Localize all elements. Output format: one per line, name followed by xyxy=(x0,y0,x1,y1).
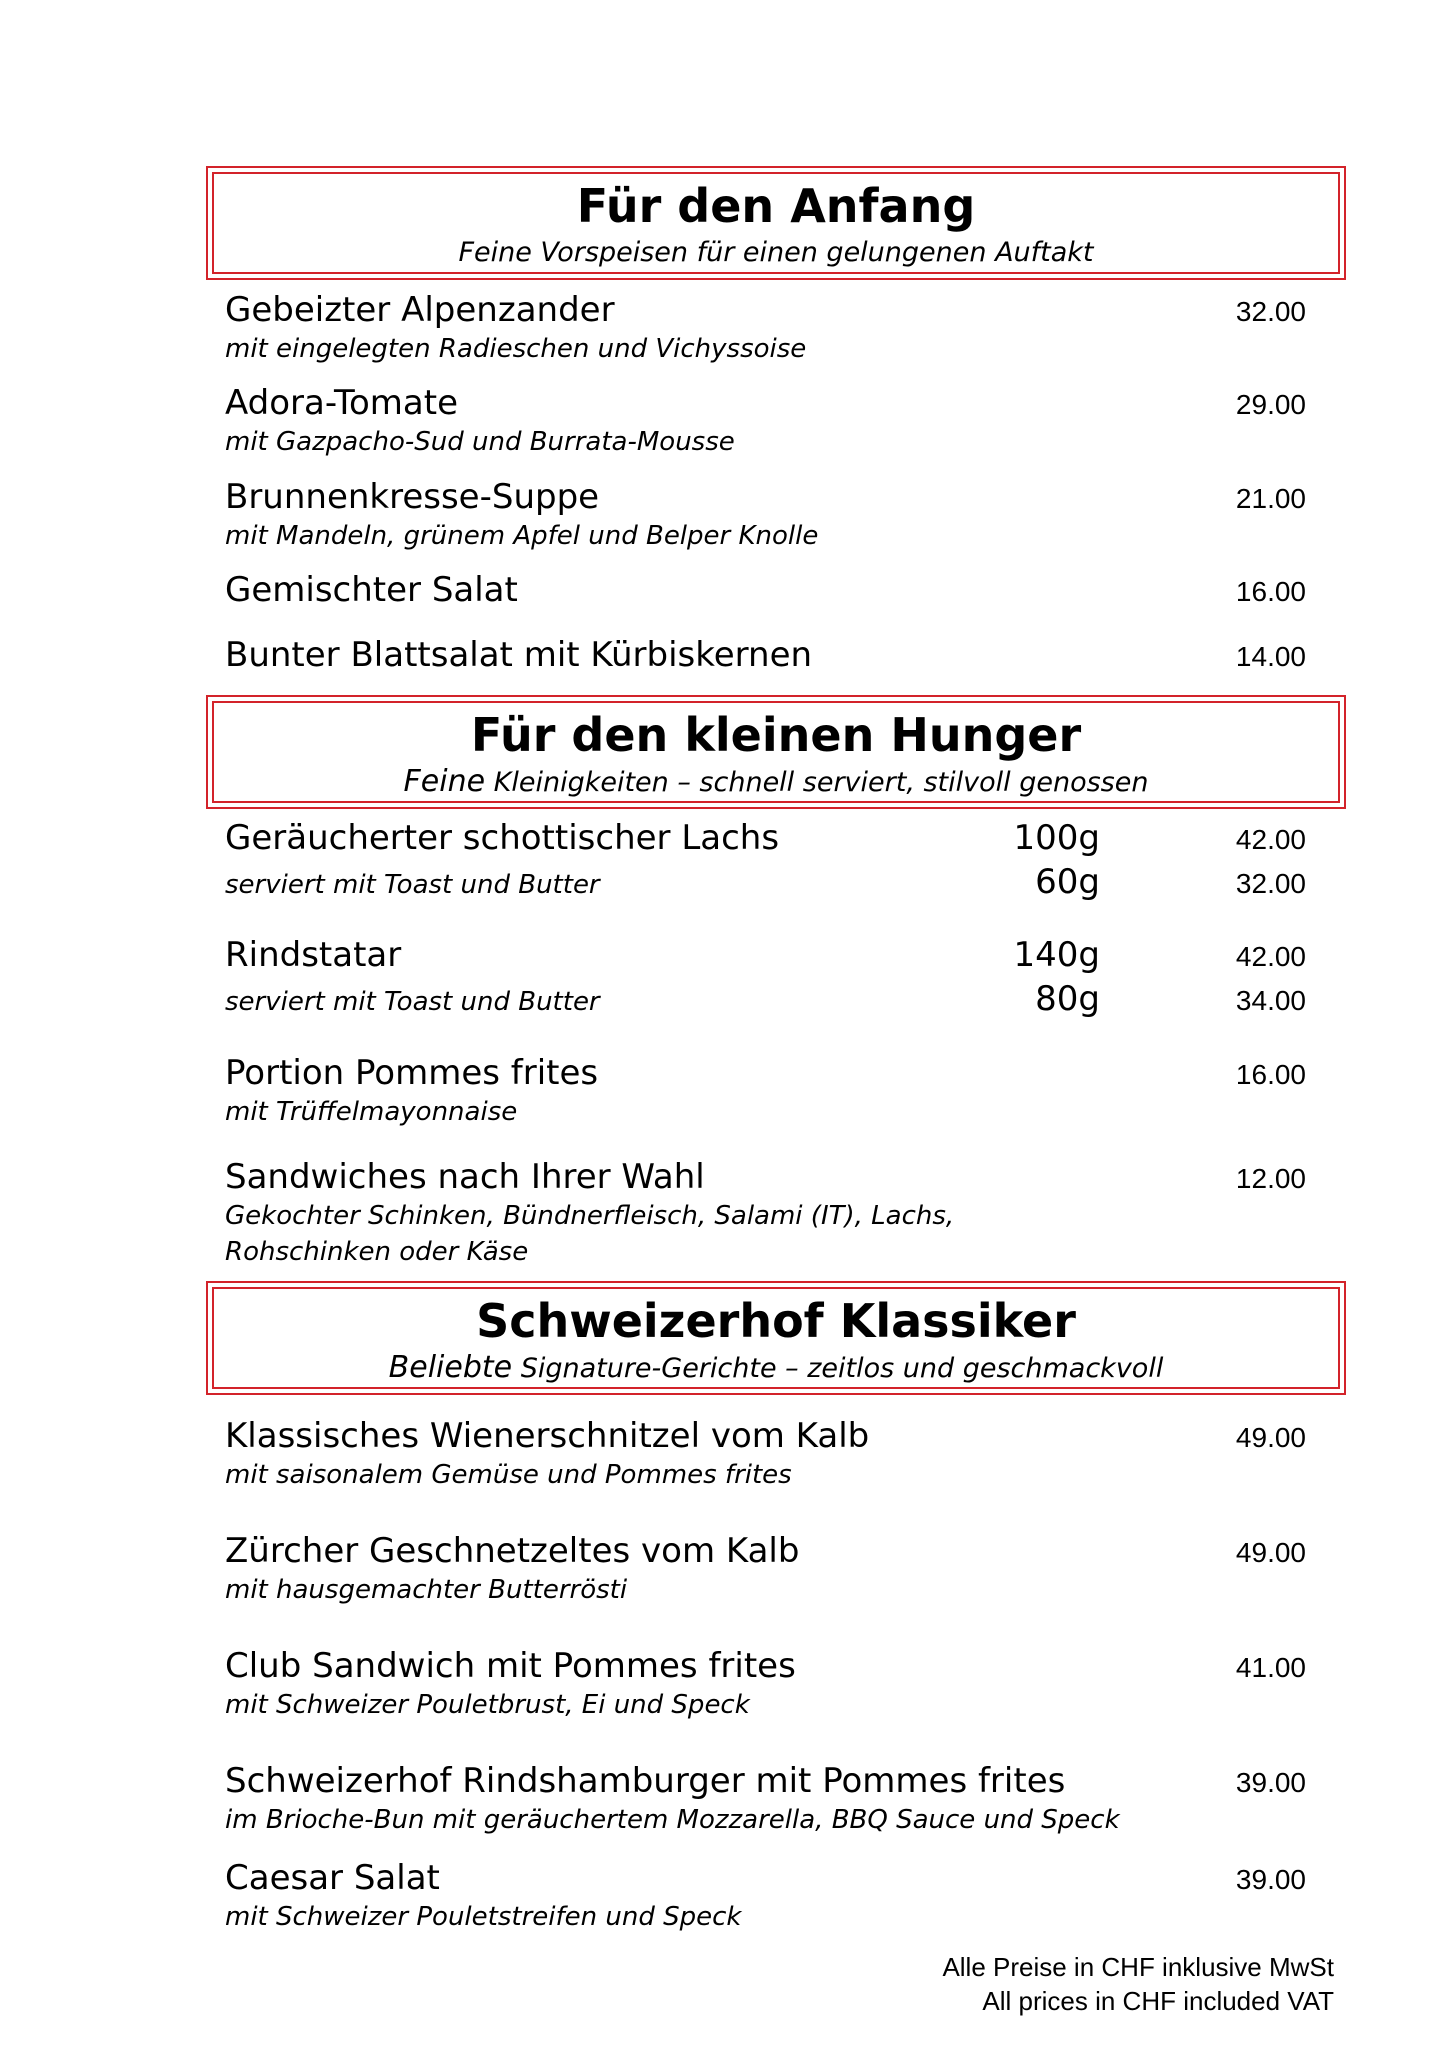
menu-item-name: Zürcher Geschnetzeltes vom Kalb xyxy=(225,1531,800,1571)
menu-item-price: 49.00 xyxy=(1235,1422,1306,1453)
menu-item-description: im Brioche-Bun mit geräuchertem Mozzarella, BBQ Sauce und Speck xyxy=(225,1805,1120,1835)
menu-item-price: 39.00 xyxy=(1235,1864,1306,1895)
menu-item-name: Gebeizter Alpenzander xyxy=(225,290,615,330)
menu-item-weight: 100g xyxy=(1013,818,1100,858)
menu-item-price: 34.00 xyxy=(1235,985,1306,1016)
menu-item-description: Rohschinken oder Käse xyxy=(225,1237,529,1267)
menu-item-price: 21.00 xyxy=(1235,483,1306,514)
menu-item-description: mit Schweizer Pouletstreifen und Speck xyxy=(225,1902,742,1932)
section-subtitle xyxy=(214,1351,1338,1386)
menu-item-price: 16.00 xyxy=(1235,1059,1306,1090)
menu-item-description: serviert mit Toast und Butter xyxy=(225,870,600,900)
section-header-schweizerhof-klassiker xyxy=(212,1287,1340,1389)
section-title: Für den Anfang xyxy=(576,179,976,233)
menu-item-weight: 60g xyxy=(1035,862,1100,902)
section-title: Schweizerhof Klassiker xyxy=(476,1294,1076,1348)
menu-item-price: 16.00 xyxy=(1235,576,1306,607)
menu-item-price: 12.00 xyxy=(1235,1163,1306,1194)
section-subtitle-rest: Signature-Gerichte – zeitlos und geschmackvoll xyxy=(520,1353,1164,1384)
menu-item-name: Klassisches Wienerschnitzel vom Kalb xyxy=(225,1416,870,1456)
menu-item-price: 42.00 xyxy=(1235,824,1306,855)
menu-item-price: 32.00 xyxy=(1235,296,1306,327)
menu-item-name: Schweizerhof Rindshamburger mit Pommes frites xyxy=(225,1761,1066,1801)
menu-item-description: Gekochter Schinken, Bündnerfleisch, Salami (IT), Lachs, xyxy=(225,1201,955,1231)
menu-item-price: 41.00 xyxy=(1235,1652,1306,1683)
menu-item-name: Brunnenkresse-Suppe xyxy=(225,477,600,517)
menu-item-price: 32.00 xyxy=(1235,868,1306,899)
menu-item-name: Bunter Blattsalat mit Kürbiskernen xyxy=(225,635,813,675)
price-note-german: Alle Preise in CHF inklusive MwSt xyxy=(942,1952,1334,1982)
menu-item-description: mit Trüffelmayonnaise xyxy=(225,1097,518,1127)
menu-item-price: 49.00 xyxy=(1235,1537,1306,1568)
section-subtitle: Feine Vorspeisen für einen gelungenen Auftakt xyxy=(458,237,1094,268)
section-header-fuer-den-anfang xyxy=(212,172,1340,274)
menu-item-name: Rindstatar xyxy=(225,935,402,975)
section-subtitle xyxy=(214,765,1338,800)
menu-item-name: Gemischter Salat xyxy=(225,570,518,610)
menu-item-description: mit Mandeln, grünem Apfel und Belper Knolle xyxy=(225,521,819,551)
section-title: Für den kleinen Hunger xyxy=(470,708,1082,762)
menu-item-price: 42.00 xyxy=(1235,941,1306,972)
section-subtitle-lead: Beliebte xyxy=(388,1350,513,1385)
menu-item-weight: 140g xyxy=(1013,935,1100,975)
menu-item-description: mit Schweizer Pouletbrust, Ei und Speck xyxy=(225,1690,750,1720)
menu-item-description: serviert mit Toast und Butter xyxy=(225,987,600,1017)
menu-item-weight: 80g xyxy=(1035,979,1100,1019)
menu-item-description: mit hausgemachter Butterrösti xyxy=(225,1575,628,1605)
menu-item-price: 14.00 xyxy=(1235,641,1306,672)
menu-item-name: Sandwiches nach Ihrer Wahl xyxy=(225,1157,705,1197)
section-header-fuer-den-kleinen-hunger xyxy=(212,701,1340,803)
menu-item-description: mit saisonalem Gemüse und Pommes frites xyxy=(225,1460,792,1490)
section-subtitle-rest: Kleinigkeiten – schnell serviert, stilvoll genossen xyxy=(493,767,1149,798)
menu-item-price: 39.00 xyxy=(1235,1767,1306,1798)
menu-item-price: 29.00 xyxy=(1235,389,1306,420)
menu-item-name: Caesar Salat xyxy=(225,1858,440,1898)
menu-item-name: Portion Pommes frites xyxy=(225,1053,599,1093)
menu-item-name: Club Sandwich mit Pommes frites xyxy=(225,1646,796,1686)
menu-item-name: Geräucherter schottischer Lachs xyxy=(225,818,780,858)
price-note-english: All prices in CHF included VAT xyxy=(982,1986,1334,2016)
menu-item-description: mit eingelegten Radieschen und Vichyssoise xyxy=(225,334,807,364)
menu-item-name: Adora-Tomate xyxy=(225,383,459,423)
menu-item-description: mit Gazpacho-Sud und Burrata-Mousse xyxy=(225,427,735,457)
section-subtitle-lead: Feine xyxy=(403,764,486,799)
